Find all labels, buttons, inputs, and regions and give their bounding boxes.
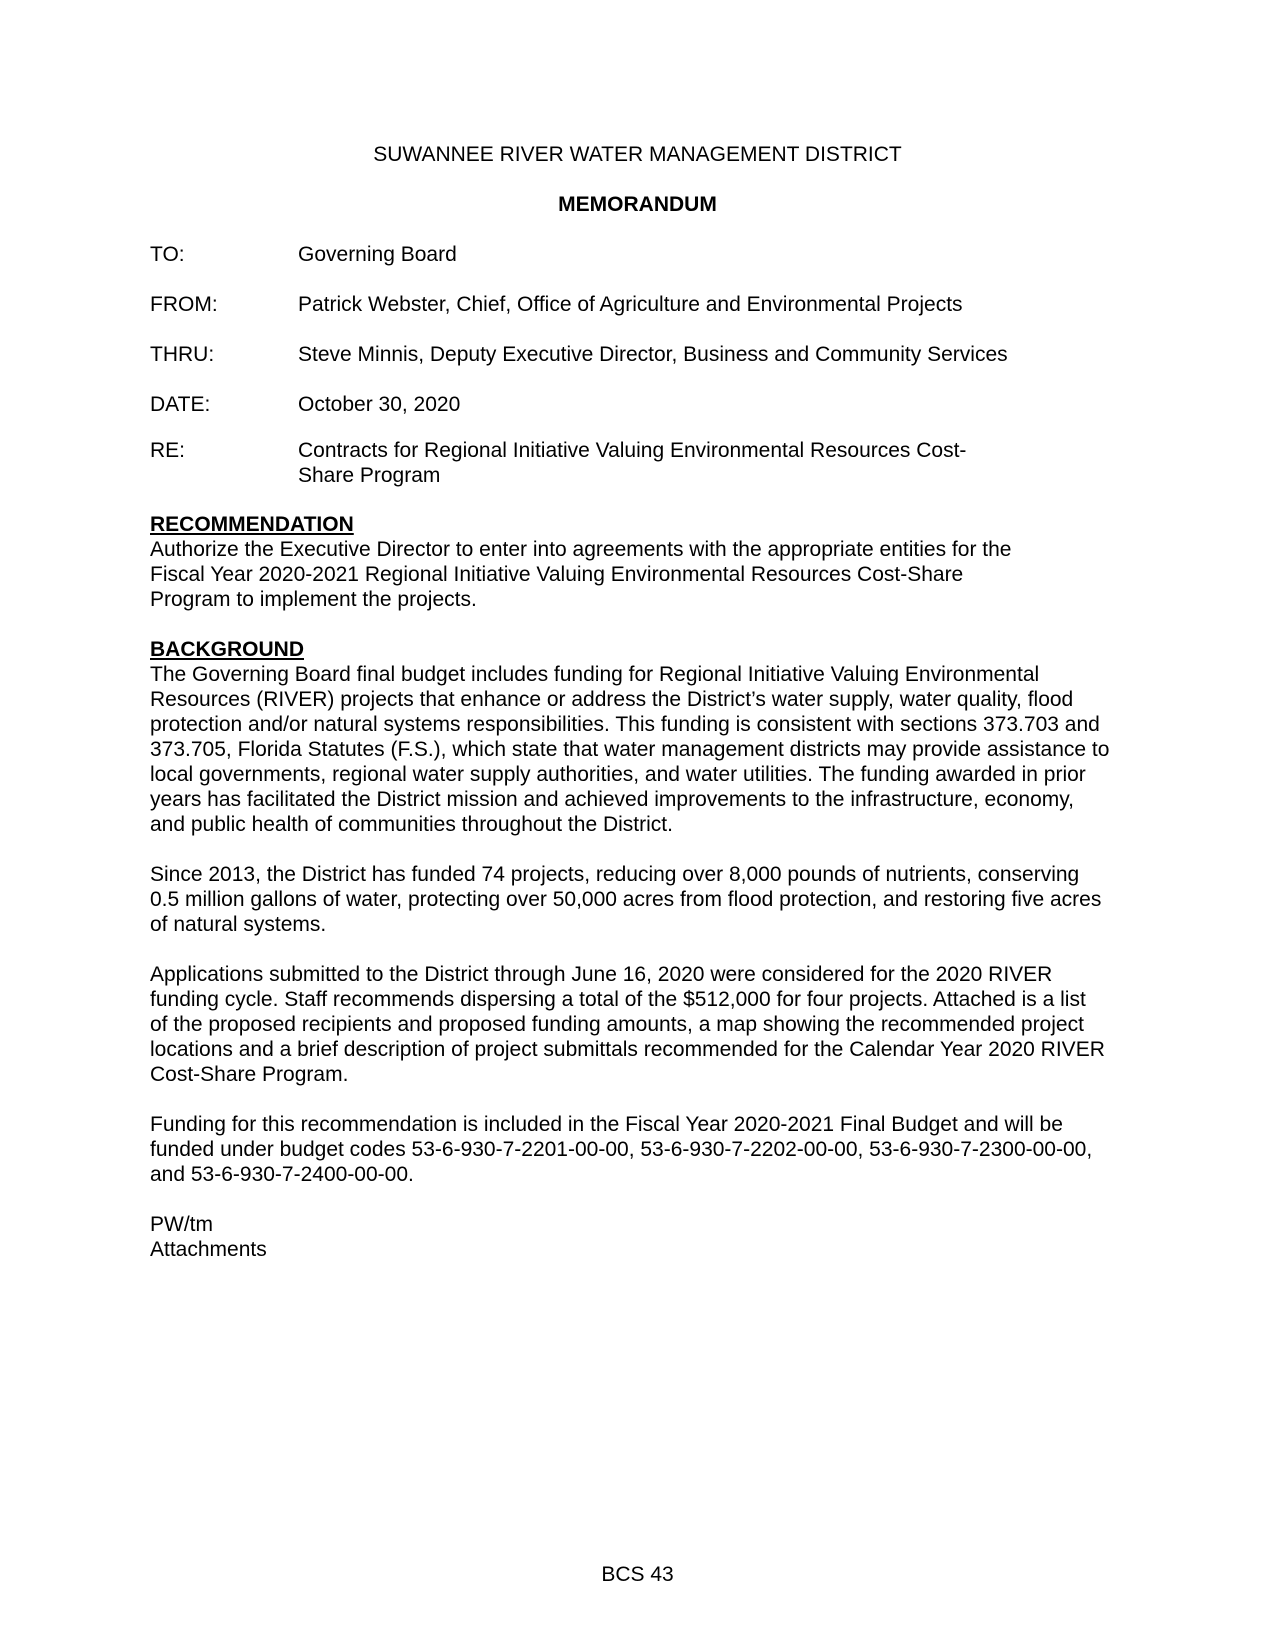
background-line: Resources (RIVER) projects that enhance or address the District’s water supply, water quality, flood (150, 688, 1074, 711)
background-heading: BACKGROUND (150, 638, 304, 661)
background-section (150, 637, 1200, 837)
paragraph-line: and 53-6-930-7-2400-00-00. (150, 1163, 414, 1186)
paragraph-line: Cost-Share Program. (150, 1063, 349, 1086)
paragraph-line: Funding for this recommendation is included in the Fiscal Year 2020-2021 Final Budget and will be (150, 1113, 1063, 1136)
to-value: Governing Board (298, 243, 457, 266)
author-initials: PW/tm (150, 1213, 213, 1236)
paragraph-line: locations and a brief description of project submittals recommended for the Calendar Year 2020 RIVER (150, 1038, 1105, 1061)
page-number: BCS 43 (601, 1563, 674, 1586)
to-label: TO: (150, 243, 185, 266)
thru-value: Steve Minnis, Deputy Executive Director, Business and Community Services (298, 343, 1008, 366)
background-line: 373.705, Florida Statutes (F.S.), which state that water management districts may provide assistance to (150, 738, 1110, 761)
background-line: and public health of communities throughout the District. (150, 813, 673, 836)
date-label: DATE: (150, 393, 211, 416)
recommendation-section (150, 512, 1200, 612)
background-line: years has facilitated the District mission and achieved improvements to the infrastructure, economy, (150, 788, 1075, 811)
paragraph-line: Applications submitted to the District through June 16, 2020 were considered for the 2020 RIVER (150, 963, 1053, 986)
recommendation-text-line: Authorize the Executive Director to enter into agreements with the appropriate entities for the (150, 538, 1012, 561)
recommendation-text-line: Program to implement the projects. (150, 588, 477, 611)
re-value (298, 438, 1098, 488)
closing-block (150, 1212, 1210, 1262)
funding-paragraph (150, 1112, 1210, 1187)
accomplishments-paragraph (150, 862, 1210, 937)
attachments-note: Attachments (150, 1238, 267, 1261)
paragraph-line: Since 2013, the District has funded 74 projects, reducing over 8,000 pounds of nutrients, conserving (150, 863, 1080, 886)
from-value: Patrick Webster, Chief, Office of Agriculture and Environmental Projects (298, 293, 963, 316)
re-line: Contracts for Regional Initiative Valuing Environmental Resources Cost- (298, 439, 967, 462)
applications-paragraph (150, 962, 1210, 1087)
paragraph-line: of the proposed recipients and proposed funding amounts, a map showing the recommended project (150, 1013, 1084, 1036)
re-label: RE: (150, 439, 186, 462)
background-line: protection and/or natural systems responsibilities. This funding is consistent with sections 373.703 and (150, 713, 1100, 736)
date-value: October 30, 2020 (298, 393, 461, 416)
paragraph-line: funding cycle. Staff recommends dispersing a total of the $512,000 for four projects. Attached is a list (150, 988, 1086, 1011)
paragraph-line: 0.5 million gallons of water, protecting over 50,000 acres from flood protection, and restoring five acres (150, 888, 1102, 911)
paragraph-line: funded under budget codes 53-6-930-7-2201-00-00, 53-6-930-7-2202-00-00, 53-6-930-7-2300-00-00, (150, 1138, 1093, 1161)
organization-name: SUWANNEE RIVER WATER MANAGEMENT DISTRICT (373, 143, 902, 166)
document-type: MEMORANDUM (558, 193, 717, 216)
background-line: local governments, regional water supply authorities, and water utilities. The funding awarded in prior (150, 763, 1086, 786)
recommendation-text-line: Fiscal Year 2020-2021 Regional Initiative Valuing Environmental Resources Cost-Share (150, 563, 964, 586)
paragraph-line: of natural systems. (150, 913, 327, 936)
re-line: Share Program (298, 464, 441, 487)
from-label: FROM: (150, 293, 218, 316)
thru-label: THRU: (150, 343, 215, 366)
recommendation-heading: RECOMMENDATION (150, 513, 354, 536)
background-line: The Governing Board final budget includes funding for Regional Initiative Valuing Environmental (150, 663, 1040, 686)
